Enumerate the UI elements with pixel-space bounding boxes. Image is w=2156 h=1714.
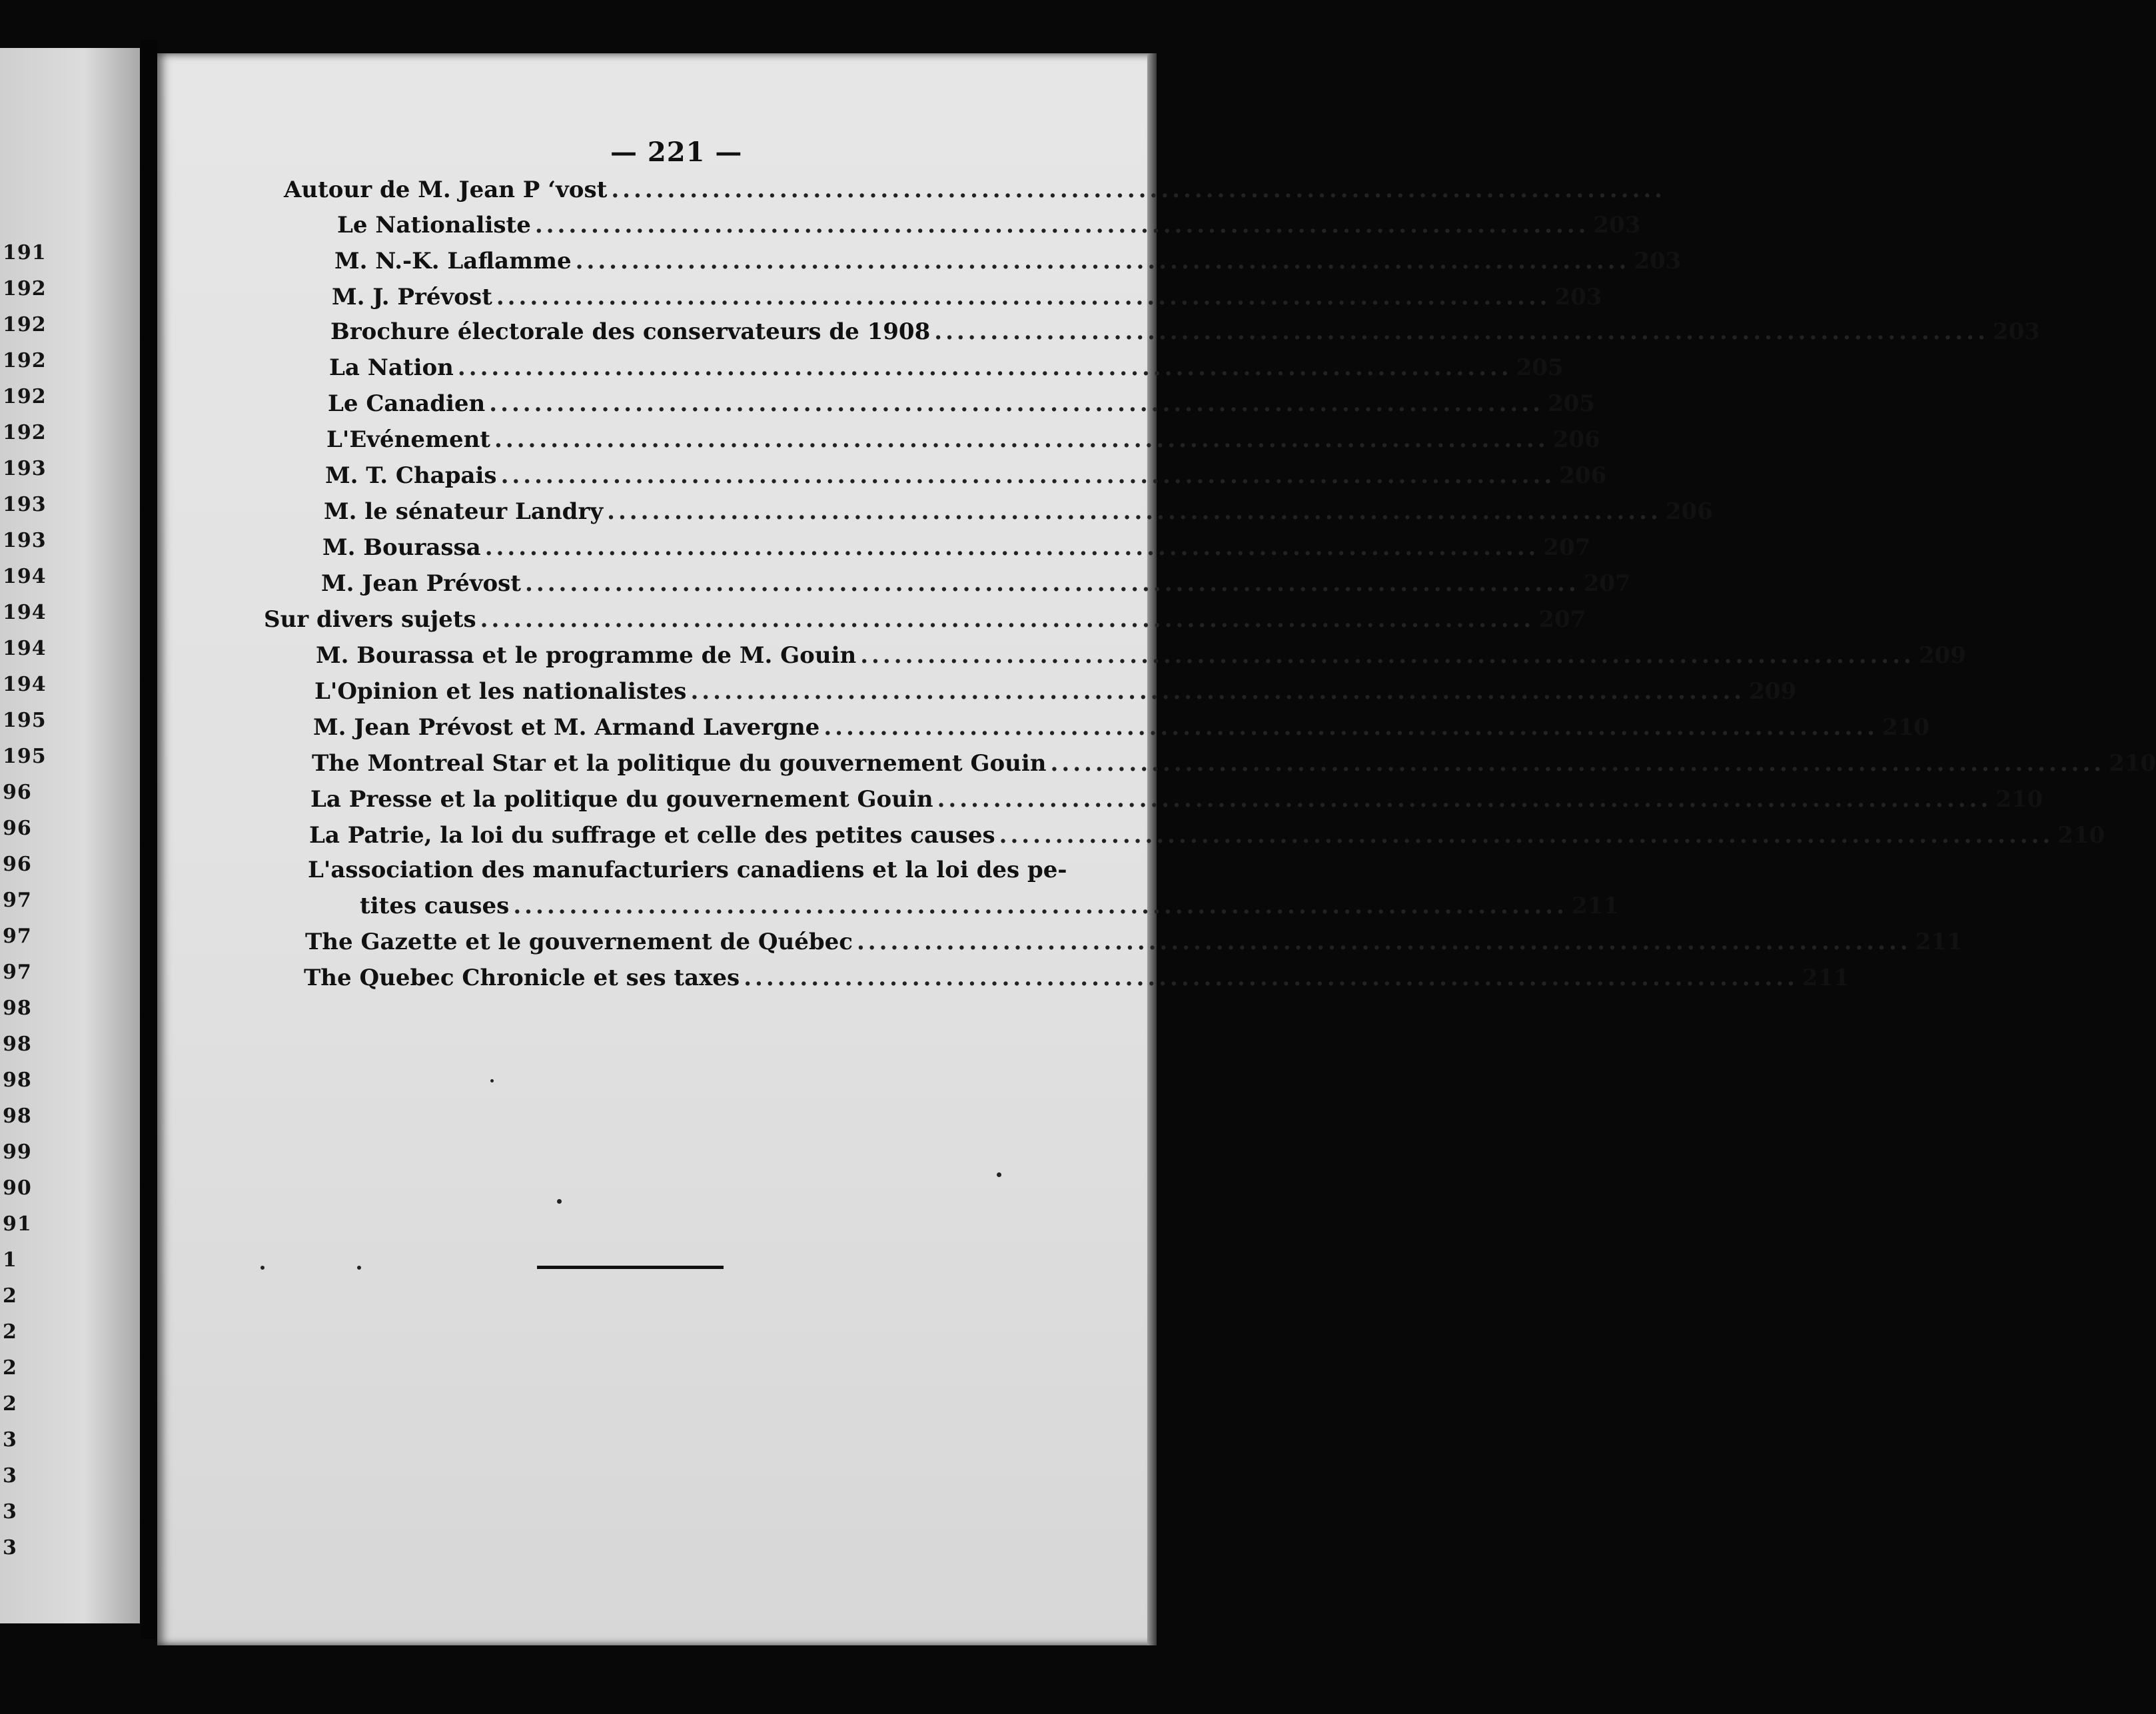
toc-entry-page: 211: [1571, 893, 1619, 919]
toc-entry: [308, 857, 1201, 883]
left-page-number: 3: [3, 1428, 17, 1452]
left-page-number: 2: [3, 1320, 17, 1344]
dot-leader: ..............................................................................................: [999, 822, 2054, 849]
toc-entry-title: The Quebec Chronicle et ses taxes: [304, 965, 740, 991]
end-rule: [537, 1266, 724, 1269]
left-page-number: 96: [3, 853, 32, 876]
toc-entry-page: 210: [2057, 822, 2105, 849]
dot-leader: ..............................................................................................: [457, 354, 1512, 381]
toc-entry: [322, 534, 1591, 561]
toc-entry-title: M. Jean Prévost et M. Armand Lavergne: [313, 714, 820, 741]
dot-leader: ..............................................................................................: [513, 893, 1568, 919]
toc-entry-page: 205: [1547, 390, 1595, 417]
toc-entry-title: M. Jean Prévost: [321, 570, 522, 597]
ink-speck: [357, 1266, 361, 1270]
toc-entry-title: Brochure électorale des conservateurs de 1908: [330, 318, 931, 345]
book-page: [157, 53, 2156, 1645]
toc-entry-title: Autour de M. Jean P ‘vost: [284, 177, 608, 203]
toc-entry: [325, 462, 1607, 489]
toc-entry-title: La Patrie, la loi du suffrage et celle des petites causes: [309, 822, 995, 849]
left-page-number: 194: [3, 637, 47, 660]
left-page-number: 98: [3, 1104, 32, 1128]
dot-leader: ..............................................................................................: [484, 534, 1540, 561]
toc-entry-title: The Gazette et le gouvernement de Québec: [305, 929, 853, 955]
ink-speck: [261, 1266, 265, 1270]
toc-entry: [264, 606, 1586, 633]
toc-entry: [314, 678, 1797, 705]
toc-entry-title: Sur divers sujets: [264, 606, 476, 633]
toc-entry-page: 203: [1593, 212, 1641, 238]
toc-entry-title: La Nation: [329, 354, 454, 381]
toc-entry-title: M. J. Prévost: [332, 284, 492, 310]
toc-entry: [330, 318, 2040, 345]
left-page-number: 192: [3, 277, 47, 300]
toc-entry-page: 209: [1749, 678, 1797, 705]
dot-leader: ..............................................................................................: [489, 390, 1544, 417]
toc-entry-title: Le Nationaliste: [337, 212, 531, 238]
dot-leader: ..............................................................................................: [611, 177, 1666, 203]
toc-entry-page: 203: [1554, 284, 1602, 310]
toc-entry-page: 206: [1559, 462, 1607, 489]
dot-leader: ..............................................................................................: [1050, 750, 2105, 777]
toc-entry-page: 210: [2109, 750, 2156, 777]
toc-entry: [334, 248, 1682, 274]
left-page-number: 193: [3, 529, 47, 552]
dot-leader: ..............................................................................................: [744, 965, 1798, 991]
dot-leader: ..............................................................................................: [575, 248, 1630, 274]
toc-entry-title: L'Evénement: [326, 426, 491, 453]
left-page-number: 97: [3, 961, 32, 984]
toc-entry: [284, 177, 1666, 203]
toc-entry-page: 207: [1538, 606, 1586, 633]
left-page-number: 192: [3, 385, 47, 408]
left-page-number: 193: [3, 457, 47, 480]
left-page-number: 191: [3, 241, 47, 264]
left-page-number: 2: [3, 1356, 17, 1380]
toc-entry: [321, 570, 1631, 597]
left-page-number: 194: [3, 565, 47, 588]
left-page-number: 194: [3, 673, 47, 696]
ink-speck: [557, 1199, 562, 1204]
left-page-number: 3: [3, 1500, 17, 1523]
dot-leader: ..............................................................................................: [690, 678, 1746, 705]
toc-entry-page: 210: [1995, 786, 2043, 813]
dot-leader: ..............................................................................................: [937, 786, 1992, 813]
ink-speck: [997, 1172, 1001, 1177]
left-page-number: 192: [3, 349, 47, 372]
toc-entry-page: 209: [1918, 642, 1966, 669]
toc-entry: [360, 893, 1619, 919]
left-page-number: 193: [3, 493, 47, 516]
book-spine-gutter: [140, 40, 157, 1639]
left-page-number: 3: [3, 1464, 17, 1488]
toc-entry-title: M. T. Chapais: [325, 462, 497, 489]
toc-entry: [305, 929, 1963, 955]
toc-entry-page: 207: [1583, 570, 1631, 597]
dot-leader: ..............................................................................................: [607, 498, 1662, 525]
left-page-number: 97: [3, 889, 32, 912]
dot-leader: ..............................................................................................: [496, 284, 1551, 310]
left-page-number: 194: [3, 601, 47, 624]
toc-entry-page: 207: [1543, 534, 1591, 561]
left-page-number: 96: [3, 817, 32, 840]
toc-entry: [304, 965, 1850, 991]
dot-leader: ..............................................................................................: [500, 462, 1556, 489]
left-page-number: 192: [3, 421, 47, 444]
toc-entry: [328, 390, 1595, 417]
left-page-number: 97: [3, 925, 32, 948]
toc-entry-title: M. Bourassa: [322, 534, 481, 561]
toc-entry-page: 206: [1552, 426, 1600, 453]
toc-entry-title: L'Opinion et les nationalistes: [314, 678, 687, 705]
toc-entry-page: 206: [1665, 498, 1713, 525]
toc-entry-title: The Montreal Star et la politique du gouvernement Gouin: [312, 750, 1047, 777]
toc-entry: [313, 714, 1929, 741]
toc-entry-title: Le Canadien: [328, 390, 486, 417]
toc-entry: [309, 822, 2105, 849]
toc-entry-title: L'association des manufacturiers canadiens et la loi des pe-: [308, 857, 1067, 883]
left-page-number: 99: [3, 1140, 32, 1164]
toc-entry: [310, 786, 2043, 813]
left-page-number: 96: [3, 781, 32, 804]
left-page-number: 195: [3, 709, 47, 732]
left-page-number: 192: [3, 313, 47, 336]
left-page-number: 91: [3, 1212, 32, 1236]
toc-entry: [324, 498, 1713, 525]
toc-entry-page: 211: [1915, 929, 1963, 955]
left-page-number: 90: [3, 1176, 32, 1200]
dot-leader: ..............................................................................................: [860, 642, 1915, 669]
toc-entry: [326, 426, 1600, 453]
toc-entry: [316, 642, 1966, 669]
toc-entry-page: 203: [1634, 248, 1682, 274]
left-page-fragment: [0, 48, 140, 1623]
toc-entry: [312, 750, 2156, 777]
dot-leader: ..............................................................................................: [534, 212, 1590, 238]
toc-entry-title: M. Bourassa et le programme de M. Gouin: [316, 642, 857, 669]
toc-entry: [337, 212, 1641, 238]
toc-entry-title: M. N.-K. Laflamme: [334, 248, 572, 274]
left-page-number: 3: [3, 1536, 17, 1559]
toc-entry-title: La Presse et la politique du gouvernement Gouin: [310, 786, 933, 813]
left-page-number: 98: [3, 997, 32, 1020]
page-number: — 221 —: [610, 137, 743, 168]
left-page-number: 98: [3, 1033, 32, 1056]
toc-entry-page: 210: [1882, 714, 1929, 741]
left-page-number: 98: [3, 1069, 32, 1092]
dot-leader: ..............................................................................................: [823, 714, 1878, 741]
toc-entry-page: 211: [1802, 965, 1850, 991]
left-page-number: 195: [3, 745, 47, 768]
left-page-number: 1: [3, 1248, 17, 1272]
toc-entry: [329, 354, 1564, 381]
left-page-number: 2: [3, 1392, 17, 1416]
toc-entry-page: 203: [1992, 318, 2040, 345]
left-page-number: 2: [3, 1284, 17, 1308]
dot-leader: ..............................................................................................: [525, 570, 1580, 597]
dot-leader: ..............................................................................................: [480, 606, 1535, 633]
toc-entry-page: 205: [1516, 354, 1564, 381]
dot-leader: ..............................................................................................: [856, 929, 1911, 955]
toc-entry-title: tites causes: [360, 893, 510, 919]
dot-leader: ..............................................................................................: [934, 318, 1989, 345]
ink-speck: [490, 1079, 494, 1082]
toc-entry: [332, 284, 1602, 310]
dot-leader: ..............................................................................................: [494, 426, 1549, 453]
toc-entry-title: M. le sénateur Landry: [324, 498, 604, 525]
